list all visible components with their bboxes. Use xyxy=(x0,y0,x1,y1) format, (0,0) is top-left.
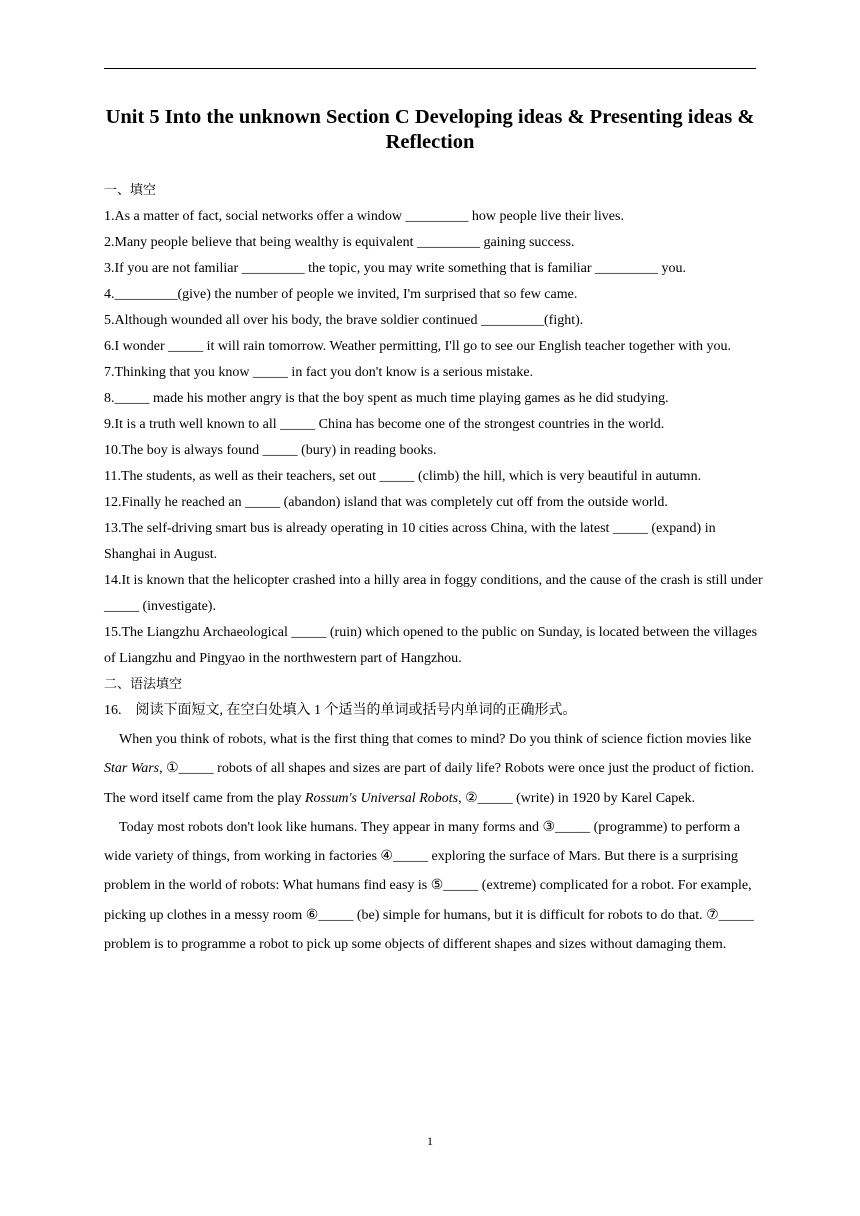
worksheet-content xyxy=(104,178,764,959)
cloze-passage xyxy=(104,725,764,959)
question-9: 9.It is a truth well known to all _____ China has become one of the strongest countries in the world. xyxy=(104,417,665,432)
section-1-heading: 一、填空 xyxy=(104,183,157,198)
question-15: 15.The Liangzhu Archaeological _____ (ruin) which opened to the public on Sunday, is located between the villages of Liangzhu and Pingyao in the northwestern part of Hangzhou. xyxy=(104,625,758,666)
question-13: 13.The self-driving smart bus is already operating in 10 cities across China, with the latest _____ (expand) in Shanghai in August. xyxy=(104,521,716,562)
fill-in-question-list xyxy=(104,204,764,672)
question-8: 8._____ made his mother angry is that the boy spent as much time playing games as he did studying. xyxy=(104,391,669,406)
question-14: 14.It is known that the helicopter crashed into a hilly area in foggy conditions, and the cause of the crash is still under _____ (investigate). xyxy=(104,573,763,614)
question-3: 3.If you are not familiar _________ the topic, you may write something that is familiar _________ you. xyxy=(104,261,687,276)
question-16-instruction: 16. 阅读下面短文, 在空白处填入 1 个适当的单词或括号内单词的正确形式。 xyxy=(104,703,577,718)
question-12: 12.Finally he reached an _____ (abandon) island that was completely cut off from the outside world. xyxy=(104,495,668,510)
question-2: 2.Many people believe that being wealthy is equivalent _________ gaining success. xyxy=(104,235,575,250)
question-7: 7.Thinking that you know _____ in fact you don't know is a serious mistake. xyxy=(104,365,534,380)
question-4: 4._________(give) the number of people we invited, I'm surprised that so few came. xyxy=(104,287,578,302)
section-2-heading: 二、语法填空 xyxy=(104,677,183,692)
page-title: Unit 5 Into the unknown Section C Developing ideas & Presenting ideas & Reflection xyxy=(105,106,755,153)
passage-text: , ①_____ robots of all shapes and sizes are part of daily life? Robots were once just the product of fiction. The word itself came from the play xyxy=(104,761,755,806)
question-10: 10.The boy is always found _____ (bury) in reading books. xyxy=(104,443,437,458)
passage-text: , ②_____ (write) in 1920 by Karel Capek. xyxy=(458,790,695,806)
question-6: 6.I wonder _____ it will rain tomorrow. Weather permitting, I'll go to see our English teacher together with you. xyxy=(104,339,731,354)
passage-paragraph-2: Today most robots don't look like humans. They appear in many forms and ③_____ (programme) to perform a wide variety of things, from working in factories ④_____ exploring the surface of Mars. But there is a surprising problem in the world of robots: What humans find easy is ⑤_____ (extreme) complicated for a robot. For example, picking up clothes in a messy room ⑥_____ (be) simple for humans, but it is difficult for robots to do that. ⑦_____ problem is to programme a robot to pick up some objects of different shapes and sizes without damaging them. xyxy=(104,819,754,953)
question-5: 5.Although wounded all over his body, the brave soldier continued _________(fight). xyxy=(104,313,584,328)
play-title: Rossum's Universal Robots xyxy=(304,790,459,806)
question-1: 1.As a matter of fact, social networks offer a window _________ how people live their lives. xyxy=(104,209,624,224)
passage-text: When you think of robots, what is the first thing that comes to mind? Do you think of science fiction movies like xyxy=(119,732,752,747)
question-11: 11.The students, as well as their teachers, set out _____ (climb) the hill, which is very beautiful in autumn. xyxy=(104,469,702,484)
passage-paragraph-1 xyxy=(104,725,764,813)
header-rule xyxy=(104,68,756,69)
page-number: 1 xyxy=(427,1134,433,1148)
movie-title: Star Wars xyxy=(104,761,160,777)
